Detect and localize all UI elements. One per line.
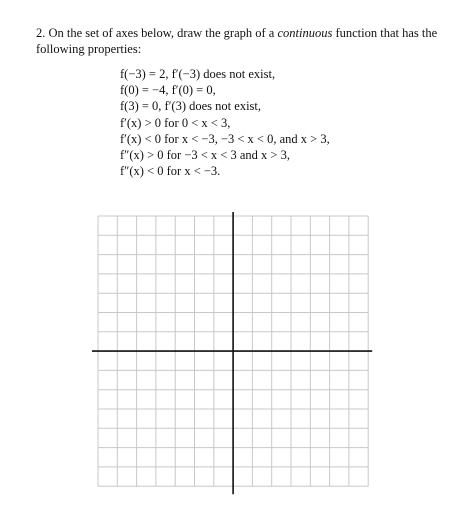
property-6: f″(x) > 0 for −3 < x < 3 and x > 3, bbox=[120, 148, 290, 163]
problem-text-before: On the set of axes below, draw the graph of a bbox=[48, 26, 275, 40]
property-1: f(−3) = 2, f′(−3) does not exist, bbox=[120, 67, 276, 81]
problem-number: 2. bbox=[36, 26, 46, 40]
property-3: f(3) = 0, f′(3) does not exist, bbox=[120, 99, 262, 114]
problem-emphasis: continuous bbox=[277, 26, 333, 40]
property-5: f′(x) < 0 for x < −3, −3 < x < 0, and x > 3, bbox=[120, 131, 330, 146]
problem-text-after: function that has the following properties: bbox=[36, 26, 438, 56]
property-2: f(0) = −4, f′(0) = 0, bbox=[120, 83, 216, 98]
property-4: f′(x) > 0 for 0 < x < 3, bbox=[120, 115, 231, 130]
property-7: f″(x) < 0 for x < −3. bbox=[120, 164, 221, 179]
